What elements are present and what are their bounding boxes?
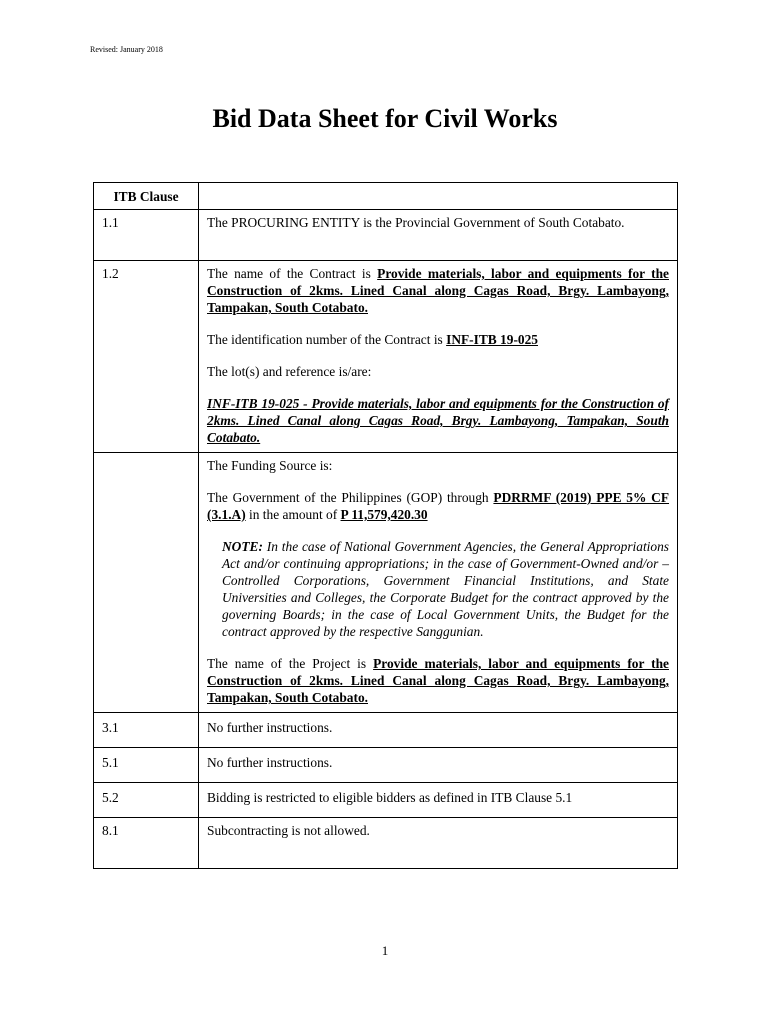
clause-number: 1.2 (94, 261, 199, 453)
clause-number (94, 453, 199, 713)
bid-data-table (93, 182, 678, 869)
fund-name: PDRRMF (2019) PPE 5% CF (3.1.A) (207, 490, 670, 522)
lots-label: The lot(s) and reference is/are: (207, 364, 372, 379)
clause-text (199, 210, 678, 261)
contract-name-prefix: The name of the Contract is (207, 266, 378, 281)
header-clause-cell: ITB Clause (94, 183, 199, 210)
note-label: NOTE: (222, 539, 263, 554)
contract-id-prefix: The identification number of the Contract is (207, 332, 447, 347)
funding-paragraph (207, 489, 669, 523)
clause-number: 5.2 (94, 783, 199, 818)
table-header-row (94, 183, 678, 210)
clause-text (199, 453, 678, 713)
table-row (94, 453, 678, 713)
clause-text: No further instructions. (199, 713, 678, 748)
clause-text: Bidding is restricted to eligible bidders as defined in ITB Clause 5.1 (199, 783, 678, 818)
funding-label: The Funding Source is: (207, 458, 333, 473)
header-content-cell (199, 183, 678, 210)
page-number: 1 (381, 943, 389, 958)
clause-text: Subcontracting is not allowed. (199, 818, 678, 869)
amount-value: P 11,579,420.30 (340, 507, 428, 522)
clause-number: 1.1 (94, 210, 199, 261)
table-row (94, 261, 678, 453)
gov-prefix: The Government of the Philippines (GOP) through (207, 490, 494, 505)
clause-number: 5.1 (94, 748, 199, 783)
contract-id-paragraph (207, 331, 669, 348)
lot-reference: INF-ITB 19-025 - Provide materials, labor and equipments for the Construction of 2kms. Lined Canal along Cagas Road, Brgy. Lambayong, Tampakan, South Cotabato. (207, 396, 669, 445)
project-name: Provide materials, labor and equipments for the Construction of 2kms. Lined Canal along Cagas Road, Brgy. Lambayong, Tampakan, South Cotabato. (207, 656, 670, 705)
table-row (94, 783, 678, 818)
project-name-prefix: The name of the Project is (207, 656, 374, 671)
lot-reference-paragraph (207, 395, 669, 446)
procuring-entity-text: The PROCURING ENTITY is the Provincial Government of South Cotabato. (207, 215, 625, 230)
table-row (94, 748, 678, 783)
project-name-paragraph (207, 655, 669, 706)
clause-number: 3.1 (94, 713, 199, 748)
clause-number: 8.1 (94, 818, 199, 869)
note-text: In the case of National Government Agencies, the General Appropriations Act and/or continuing appropriations; in the case of Government-Owned and/or –Controlled Corporations, Government Financial Institutions, and State Universities and Colleges, the Corporate Budget for the contract approved by the governing Boards; in the case of Local Government Units, the Budget for the contract approved by the respective Sanggunian. (222, 539, 669, 639)
revision-date: Revised: January 2018 (90, 45, 163, 54)
funding-note (207, 538, 669, 640)
amount-prefix: in the amount of (245, 507, 341, 522)
page-title: Bid Data Sheet for Civil Works (212, 104, 558, 133)
table-row (94, 818, 678, 869)
table-row (94, 210, 678, 261)
contract-id: INF-ITB 19-025 (446, 332, 538, 347)
clause-text: No further instructions. (199, 748, 678, 783)
table-row (94, 713, 678, 748)
clause-text (199, 261, 678, 453)
contract-name: Provide materials, labor and equipments for the Construction of 2kms. Lined Canal along Cagas Road, Brgy. Lambayong, Tampakan, South Cotabato. (207, 266, 669, 315)
contract-name-paragraph (207, 265, 669, 316)
